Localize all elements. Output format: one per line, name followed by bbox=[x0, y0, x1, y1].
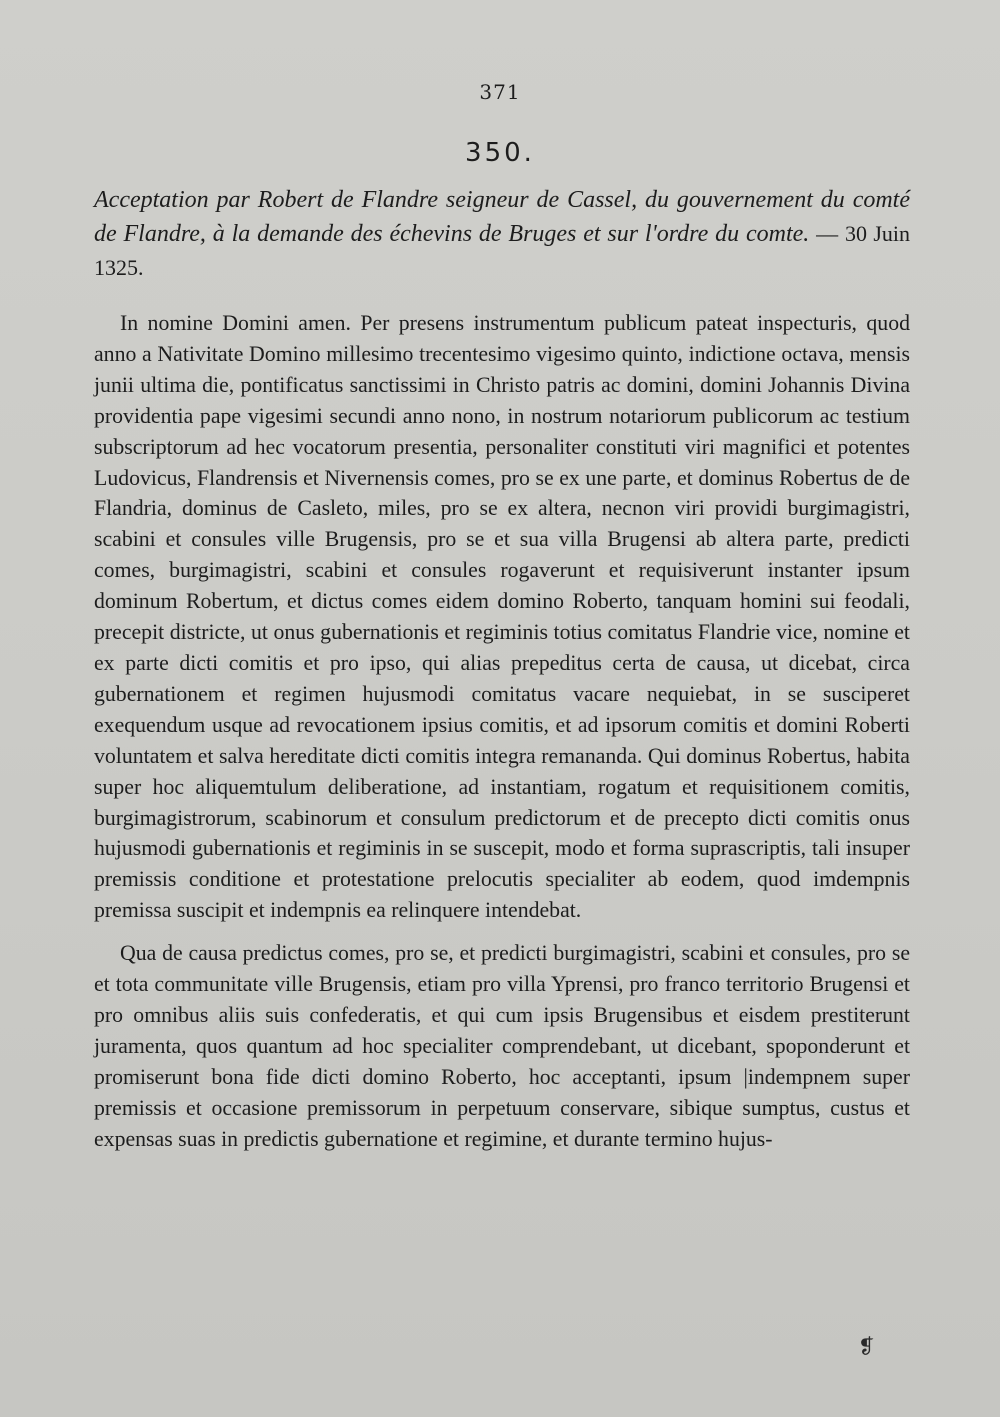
paragraph-1: In nomine Domini amen. Per presens instrumentum publicum pateat inspecturis, quod anno a Nativitate Domino millesimo trecentesimo vigesimo quinto, indictione octava, mensis junii ultima die, pontificatus sanctissimi in Christo patris ac domini, domini Johannis Divina providentia pape vigesimi secundi anno nono, in nostrum notariorum publicorum ac testium subscriptorum ad hec vocatorum presentia, personaliter constituti viri magnifici et potentes Ludovicus, Flandrensis et Nivernensis comes, pro se ex une parte, et dominus Robertus de de Flandria, dominus de Casleto, miles, pro se ex altera, necnon viri providi burgimagistri, scabini et consules ville Brugensis, pro se et sua villa Brugensi ab altera parte, predicti comes, burgimagistri, scabini et consules rogaverunt et requisiverunt instanter ipsum dominum Robertum, et dictus comes eidem domino Roberto, tanquam homini sui feodali, precepit districte, ut onus gubernationis et regiminis totius comitatus Flandrie vice, nomine et ex parte dicti comitis et pro ipso, qui alias prepeditus certa de causa, ut dicebat, circa gubernationem et regimen hujusmodi comitatus vacare nequiebat, in se susciperet exequendum usque ad revocationem ipsius comitis, et ad ipsorum comitis et domini Roberti voluntatem et salva hereditate dicti comitis integra remananda. Qui dominus Robertus, habita super hoc aliquemtulum deliberatione, ad instantiam, rogatum et requisitionem comitis, burgimagistrorum, scabinorum et consulum predictorum et de precepto dicti comitis onus hujusmodi gubernationis et regiminis in se suscepit, modo et forma suprascriptis, tali insuper premissis conditione et protestatione prelocutis specialiter ab eodem, quod imdempnis premissa suscipit et indempnis ea relinquere intendebat. bbox=[94, 311, 910, 923]
document-body bbox=[94, 308, 910, 1154]
paragraph-2: Qua de causa predictus comes, pro se, et predicti burgimagistri, scabini et consules, pro se et tota communitate ville Brugensis, etiam pro villa Yprensi, pro franco territorio Brugensi et pro omnibus aliis suis confederatis, et qui cum ipsis Brugensibus et eisdem prestiterunt juramenta, quos quantum ad hoc specialiter comprendebant, ut dicebant, spoponderunt et promiserunt bona fide dicti domino Roberto, hoc acceptanti, ipsum |indempnem super premissis et occasione premissorum in perpetuum conservare, sibique sumptus, custus et expensas suas in predictis gubernatione et regimine, et durante termino hujus- bbox=[94, 941, 910, 1151]
heading-separator: — bbox=[816, 221, 839, 246]
page-number: 371 bbox=[479, 80, 521, 104]
margin-mark-icon: ❡ bbox=[858, 1334, 875, 1358]
heading-title: Acceptation par Robert de Flandre seigneur de Cassel, du gouvernement du comté de Flandre, à la demande des échevins de Bruges et sur l'ordre du comte. bbox=[94, 187, 910, 247]
document-number: 350. bbox=[465, 138, 535, 168]
heading-date: 30 Juin 1325. bbox=[94, 221, 911, 280]
document-heading bbox=[94, 183, 910, 285]
